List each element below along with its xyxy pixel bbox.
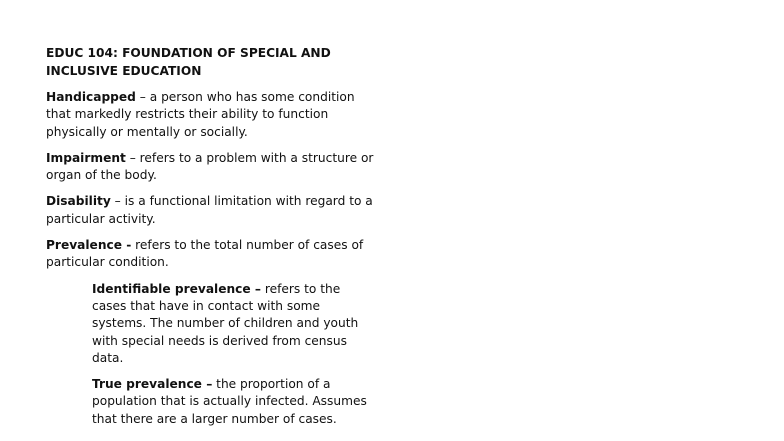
document-title: EDUC 104: FOUNDATION OF SPECIAL AND INCLUSIVE EDUCATION <box>46 46 331 78</box>
definition-impairment <box>46 150 376 185</box>
term-label: Impairment <box>46 150 126 165</box>
document-page <box>46 44 376 437</box>
definition-identifiable-prevalence <box>92 281 372 367</box>
definition-prevalence <box>46 237 376 272</box>
definition-text: the proportion of a population that is actually infected. Assumes that there are a larger number of cases. <box>92 377 367 426</box>
term-label: Handicapped <box>46 90 136 104</box>
term-label: True prevalence – <box>92 377 213 392</box>
term-label: Disability <box>46 194 111 209</box>
definition-text: – is a functional limitation with regard to a particular activity. <box>46 194 373 226</box>
definition-text: refers to the cases that have in contact with some systems. The number of children and youth with special needs is derived from census data. <box>92 281 359 365</box>
definition-true-prevalence <box>92 376 372 428</box>
term-label: Identifiable prevalence – <box>92 281 261 296</box>
definition-text: – refers to a problem with a structure or organ of the body. <box>46 150 374 183</box>
definition-disability <box>46 193 376 228</box>
definition-handicapped <box>46 89 376 141</box>
term-label: Prevalence - <box>46 238 132 253</box>
definition-text: refers to the total number of cases of particular condition. <box>46 238 364 270</box>
definition-text: – a person who has some condition that markedly restricts their ability to function physically or mentally or socially. <box>46 90 355 139</box>
